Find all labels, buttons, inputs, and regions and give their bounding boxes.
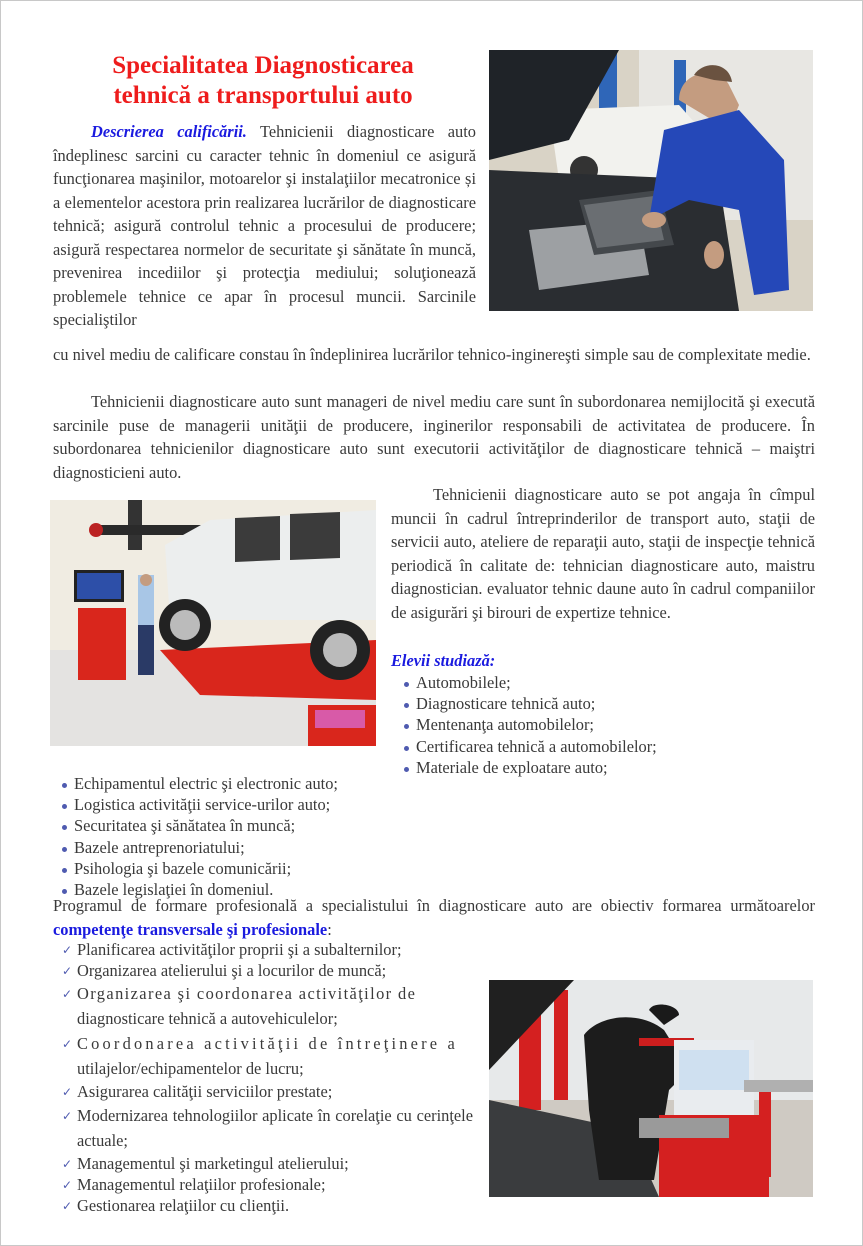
list-item: ✓ Planificarea activităţilor proprii şi a subalternilor; (61, 939, 473, 960)
checkmark-icon: ✓ (62, 1156, 73, 1171)
bullet-icon (404, 746, 409, 751)
list-item: Echipamentul electric şi electronic auto; (61, 773, 338, 794)
description-text: Tehnicienii diagnosticare auto îndeplinesc sarcini cu caracter tehnic în domeniul ce asigură funcţionarea maşinilor, motoarelor şi instalaţiilor mecatronice și a elementelor acestora prin realizarea lucrărilor de diagnosticare tehnică; asigură controlul tehnic a procesului de producere; asigură respectarea normelor de securitate şi sănătate în muncă, prevenirea incediilor şi protecţia mediului; soluţionează problemele tehnice ce apar în procesul muncii. Sarcinile specialiştilor (53, 122, 476, 329)
title-line-2: tehnică a transportului auto (113, 82, 413, 109)
list-item: Mentenanţa automobilelor; (403, 714, 657, 735)
description-paragraph (53, 120, 476, 332)
list-item: Logistica activităţii service-urilor auto; (61, 794, 338, 815)
photo-injector-cleaning-station (489, 980, 813, 1197)
list-item: Securitatea şi sănătatea în muncă; (61, 815, 338, 836)
list-item: Bazele legislaţiei în domeniul. (61, 879, 338, 900)
checkmark-icon: ✓ (62, 1037, 76, 1052)
list-item: ✓ Managementul relaţiilor profesionale; (61, 1174, 473, 1195)
checkmark-icon: ✓ (62, 1108, 73, 1123)
photo-wheel-alignment (50, 500, 376, 746)
description-lead: Descrierea calificării. (91, 122, 247, 141)
program-paragraph: Programul de formare profesională a specialistului în diagnosticare auto are obiectiv formarea următoarelor competenţe transversale şi profesionale: (53, 896, 815, 939)
study-list-right (403, 672, 657, 778)
list-item: Materiale de exploatare auto; (403, 757, 657, 778)
competences-list (61, 939, 473, 1216)
bullet-icon (404, 767, 409, 772)
list-item: ✓ Organizarea atelierului şi a locurilor de muncă; (61, 960, 473, 981)
list-item: ✓ Managementul şi marketingul atelierului; (61, 1153, 473, 1174)
employment-paragraph: Tehnicienii diagnosticare auto se pot angaja în cîmpul muncii în cadrul întreprinderilor de transport auto, staţii de servicii auto, ateliere de reparaţii auto, staţii de inspecţie tehnică periodică în calitate de: tehnician diagnosticare auto, maistru diagnostician. evaluator tehnic daune auto în cadrul companiilor de asigurări şi birouri de expertize tehnice. (391, 485, 815, 622)
bullet-icon (404, 703, 409, 708)
bullet-icon (62, 847, 67, 852)
list-item: Diagnosticare tehnică auto; (403, 693, 657, 714)
checkmark-icon: ✓ (62, 987, 74, 1002)
bullet-icon (404, 682, 409, 687)
checkmark-icon: ✓ (62, 943, 73, 957)
competences-highlight: competenţe transversale şi profesionale (53, 919, 328, 939)
managers-paragraph: Tehnicienii diagnosticare auto sunt manageri de nivel mediu care sunt în subordonarea nemijlocită şi execută sarcinile puse de managerii unităţii de producere, inginerilor responsabili de activitatea de producere. În subordonarea tehnicienilor diagnosticare auto sunt executorii activităţilor de diagnosticare tehnică – maiştri diagnosticieni auto. (53, 392, 815, 482)
study-heading: Elevii studiază: (391, 651, 496, 670)
list-item: Bazele antreprenoriatului; (61, 837, 338, 858)
list-item: ✓ Modernizarea tehnologiilor aplicate în corelaţie cu cerinţele actuale; (62, 1105, 473, 1150)
list-item: Certificarea tehnică a automobilelor; (403, 736, 657, 757)
bullet-icon (62, 868, 67, 873)
photo-technician-laptop-engine (489, 50, 813, 311)
list-item: Psihologia şi bazele comunicării; (61, 858, 338, 879)
list-item: ✓ Coordonarea activităţii de întreţinere a utilajelor/echipamentelor de lucru; (62, 1034, 459, 1079)
title-line-1: Specialitatea Diagnosticarea (112, 52, 414, 79)
checkmark-icon: ✓ (62, 1177, 73, 1192)
list-item: ✓ Asigurarea calităţii serviciilor prestate; (61, 1081, 473, 1102)
bullet-icon (404, 724, 409, 729)
checkmark-icon: ✓ (62, 1085, 73, 1100)
checkmark-icon: ✓ (62, 964, 73, 979)
study-list-left (61, 773, 338, 900)
list-item: Automobilele; (403, 672, 657, 693)
page-title (53, 51, 473, 111)
bullet-icon (62, 804, 67, 809)
bullet-icon (62, 783, 67, 788)
checkmark-icon: ✓ (62, 1199, 73, 1214)
list-item: ✓ Organizarea şi coordonarea activităţilor de diagnosticare tehnică a autovehiculelor; (62, 984, 417, 1029)
bullet-icon (62, 825, 67, 830)
description-continuation: cu nivel mediu de calificare constau în îndeplinirea lucrărilor tehnico-inginereşti simple sau de complexitate medie. (53, 345, 811, 364)
list-item: ✓ Gestionarea relaţiilor cu clienţii. (61, 1195, 473, 1216)
